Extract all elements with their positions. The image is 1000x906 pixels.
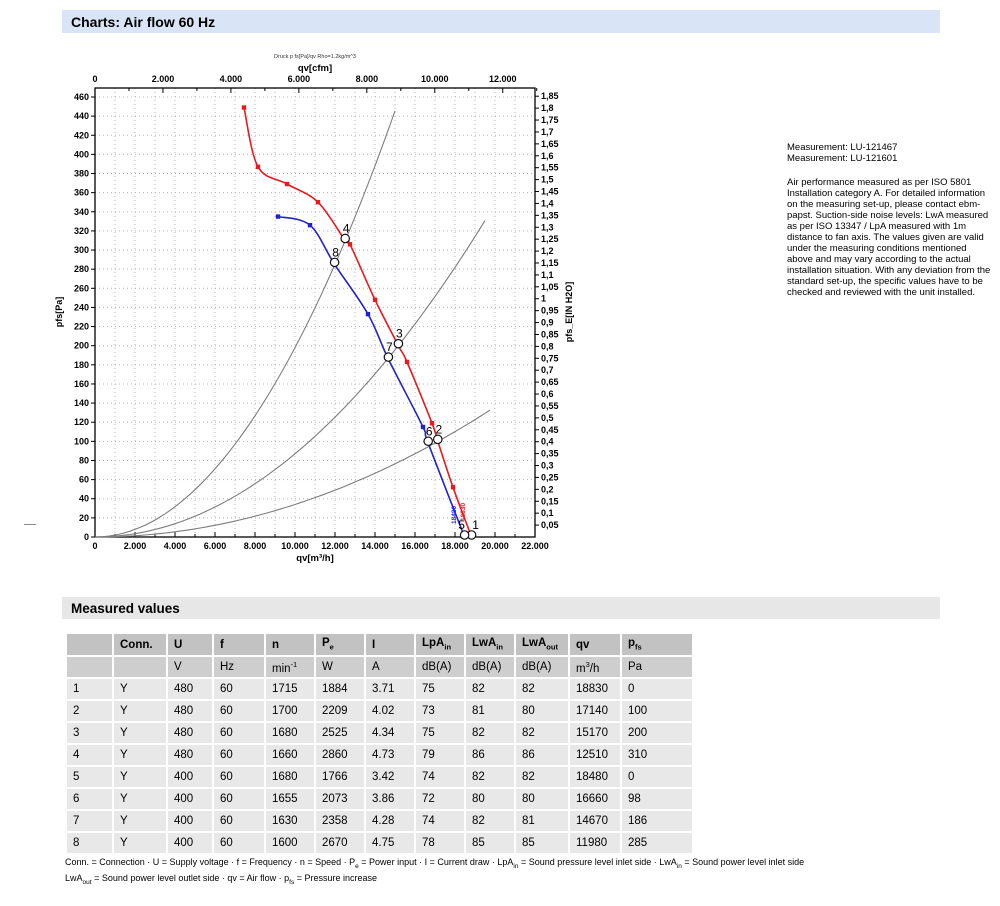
fan-curve-480V-marker [285,182,289,186]
operating-point-7 [384,353,392,361]
column-header: $P_e$ [316,634,364,655]
fan-curve-480V-marker [373,298,377,302]
table-row [67,811,692,831]
unit-cell: Pa [622,657,692,677]
table-cell: 74 [416,767,464,787]
table-cell: 78 [416,833,464,853]
column-header: f [214,634,264,655]
table-cell: 400 [168,789,212,809]
top-tick-label: 6.000 [287,74,311,84]
measurement-ref-1: Measurement: LU-121467 [787,142,898,153]
table-cell: 4 [67,745,112,765]
table-row [67,679,692,699]
table-cell: 8 [67,833,112,853]
left-tick-label: 160 [73,378,89,389]
table-cell: 1715 [266,679,314,699]
table-cell: 82 [516,679,568,699]
right-tick-label: 0,4 [541,436,554,447]
right-tick-label: 0,5 [541,412,554,423]
table-cell: 80 [516,701,568,721]
table-cell: 60 [214,679,264,699]
margin-dash [24,524,36,525]
units-row [67,657,692,677]
table-cell: 400 [168,833,212,853]
chart-title: Druck p fs[Pa]/qv Rho=1.2kg/m^3 [274,54,356,60]
right-tick-label: 0,75 [541,353,559,364]
table-cell: Y [114,745,166,765]
table-legend-line-2: LwA$_{out}$ = Sound power level outlet side · qv = Air flow · $p_{fs}$ = Pressure increase [65,873,378,886]
table-row [67,745,692,765]
operating-point-label: 8 [332,245,339,260]
right-tick-label: 1,5 [541,174,554,185]
bottom-axis-title: qv[m³/h] [296,553,334,564]
operating-point-label: 1 [472,518,479,532]
table-cell: 480 [168,745,212,765]
table-cell: 2073 [316,789,364,809]
table-cell: 82 [516,723,568,743]
top-tick-label: 4.000 [219,74,243,84]
right-tick-label: 1,55 [541,162,559,173]
measurement-disclaimer: Air performance measured as per ISO 5801 Installation category A. For detailed information on the measuring set-up, please contact ebm-papst. Suction-side noise levels: LwA measured as per ISO 13347 / LpA measured with 1m distance to fan axis. The values given are valid under the measuring conditions mentioned above and may vary according to the actual installation situation. With any deviation from the standard set-up, the specific values have to be checked and reviewed with the unit installed. [787,177,991,298]
table-cell: 85 [516,833,568,853]
right-tick-label: 0,35 [541,448,559,459]
operating-point-8 [330,258,338,266]
operating-point-label: 2 [435,422,443,437]
table-cell: 1630 [266,811,314,831]
table-cell: 82 [466,767,514,787]
operating-point-5 [460,531,468,539]
left-tick-label: 120 [73,417,89,428]
table-cell: 2860 [316,745,364,765]
top-tick-label: 0 [92,74,98,84]
fan-curve-480V-marker [451,485,455,489]
fan-curve-400V-marker [276,214,280,218]
column-header: Conn. [114,634,166,655]
column-header: U [168,634,212,655]
column-header: LwA$_{in}$ [466,634,514,655]
curve-end-label: 18830 [460,502,467,521]
table-cell: 310 [622,745,692,765]
column-header: I [366,634,414,655]
table-cell: 86 [516,745,568,765]
column-header [67,634,112,655]
table-cell: 2525 [316,723,364,743]
unit-cell: V [168,657,212,677]
right-tick-label: 0,9 [541,317,554,328]
left-tick-label: 460 [73,92,89,102]
left-tick-label: 340 [73,206,89,217]
bottom-tick-label: 10.000 [281,541,309,551]
unit-cell [114,657,166,677]
operating-point-label: 6 [425,424,433,439]
right-tick-label: 1,1 [541,269,554,280]
table-cell: 11980 [570,833,620,853]
bottom-tick-label: 20.000 [481,541,509,551]
right-tick-label: 0,15 [541,496,559,507]
operating-point-label: 5 [458,518,465,532]
table-cell: 3.42 [366,767,414,787]
top-tick-label: 8.000 [355,74,379,84]
airflow-performance-chart [0,0,620,580]
bottom-tick-label: 16.000 [401,541,429,551]
table-cell: 2358 [316,811,364,831]
table-cell: 75 [416,679,464,699]
table-cell: 4.34 [366,723,414,743]
right-tick-label: 1,25 [541,234,559,245]
left-tick-label: 180 [73,359,89,370]
left-axis-title: pfs[Pa] [54,296,64,328]
unit-cell: A [366,657,414,677]
operating-point-label: 3 [396,326,403,341]
table-cell: 14670 [570,811,620,831]
table-cell: 1680 [266,767,314,787]
top-tick-label: 10.000 [421,74,449,84]
measured-values-bar [62,597,940,619]
table-cell: 480 [168,701,212,721]
operating-point-4 [341,234,349,242]
table-cell: 1655 [266,789,314,809]
table-row [67,789,692,809]
table-cell: Y [114,679,166,699]
right-tick-label: 1,65 [541,138,559,149]
right-tick-label: 0,45 [541,424,559,435]
right-tick-label: 0,05 [541,520,559,531]
table-cell: Y [114,723,166,743]
table-cell: 4.28 [366,811,414,831]
fan-curve-480V-marker [316,200,320,204]
table-cell: 79 [416,745,464,765]
table-cell: 82 [466,679,514,699]
right-tick-label: 0,25 [541,472,559,483]
table-cell: 74 [416,811,464,831]
table-row [67,701,692,721]
table-cell: 6 [67,789,112,809]
left-tick-label: 220 [73,321,89,332]
right-tick-label: 1,35 [541,210,559,221]
right-tick-label: 1,45 [541,186,559,197]
bottom-tick-label: 18.000 [441,541,469,551]
right-tick-label: 0,3 [541,460,554,471]
unit-cell: $m^3/h$ [570,657,620,677]
fan-curve-400V-marker [366,312,370,316]
column-header: qv [570,634,620,655]
table-cell: 2 [67,701,112,721]
table-cell: 98 [622,789,692,809]
right-tick-label: 1,7 [541,126,554,137]
table-cell: 186 [622,811,692,831]
right-tick-label: 0,8 [541,341,554,352]
right-tick-label: 0,95 [541,305,559,316]
top-tick-label: 12.000 [488,74,517,84]
left-tick-label: 240 [73,302,89,313]
right-tick-label: 0,1 [541,508,554,519]
left-tick-label: 280 [73,264,89,275]
operating-point-label: 7 [386,340,393,355]
table-cell: 60 [214,789,264,809]
table-cell: 3.86 [366,789,414,809]
table-cell: 285 [622,833,692,853]
table-cell: 480 [168,679,212,699]
left-tick-label: 80 [78,455,89,466]
measurement-ref-2: Measurement: LU-121601 [787,153,898,164]
left-tick-label: 420 [73,130,89,141]
column-header: LwA$_{out}$ [516,634,568,655]
unit-cell: Hz [214,657,264,677]
left-tick-label: 100 [73,436,89,447]
table-cell: 1 [67,679,112,699]
fan-curve-480V [244,108,472,538]
table-cell: 1884 [316,679,364,699]
left-tick-label: 260 [73,283,89,294]
table-cell: 480 [168,723,212,743]
table-cell: 4.73 [366,745,414,765]
fan-curve-480V-marker [405,360,409,364]
table-cell: 72 [416,789,464,809]
table-cell: Y [114,833,166,853]
fan-curve-480V-marker [242,105,246,109]
right-tick-label: 1,2 [541,246,554,257]
table-cell: 80 [516,789,568,809]
table-cell: Y [114,789,166,809]
right-tick-label: 0,65 [541,377,559,388]
left-tick-label: 440 [73,111,89,122]
unit-cell: dB(A) [516,657,568,677]
table-cell: 200 [622,723,692,743]
right-tick-label: 0,2 [541,484,554,495]
table-cell: 5 [67,767,112,787]
table-cell: 81 [466,701,514,721]
right-tick-label: 1,3 [541,222,554,233]
table-row [67,723,692,743]
right-tick-label: 1,05 [541,281,559,292]
table-cell: 60 [214,745,264,765]
unit-cell: dB(A) [466,657,514,677]
right-tick-label: 1,6 [541,150,554,161]
unit-cell: dB(A) [416,657,464,677]
header-row [67,634,692,655]
table-cell: Y [114,701,166,721]
table-cell: 0 [622,679,692,699]
table-cell: 81 [516,811,568,831]
table-cell: 16660 [570,789,620,809]
table-cell: 17140 [570,701,620,721]
table-body [67,679,692,853]
table-cell: 82 [516,767,568,787]
right-tick-label: 1,4 [541,198,554,209]
left-tick-label: 0 [83,532,89,542]
right-tick-label: 0,7 [541,365,554,376]
operating-point-label: 4 [342,221,350,236]
table-cell: 86 [466,745,514,765]
bottom-tick-label: 6.000 [203,541,227,551]
top-tick-label: 2.000 [151,74,175,84]
right-tick-label: 0,55 [541,400,559,411]
system-curve [95,221,485,537]
fan-curve-400V-marker [421,425,425,429]
right-tick-label: 0,85 [541,329,559,340]
measured-values-title: Measured values [71,600,180,616]
table-row [67,833,692,853]
measurement-notes [787,142,993,298]
top-axis-title: qv[cfm] [297,63,333,74]
left-tick-label: 20 [78,512,89,523]
table-cell: 400 [168,811,212,831]
table-cell: 1660 [266,745,314,765]
operating-point-2 [434,435,442,443]
left-tick-label: 140 [73,398,89,409]
left-tick-label: 360 [73,187,89,198]
table-cell: 60 [214,767,264,787]
right-tick-label: 1,85 [541,91,559,102]
left-tick-label: 200 [73,340,89,351]
bottom-tick-label: 14.000 [361,541,389,551]
table-cell: 75 [416,723,464,743]
bottom-tick-label: 2.000 [123,541,147,551]
table-cell: 60 [214,701,264,721]
table-cell: 15170 [570,723,620,743]
right-tick-label: 1,15 [541,258,559,269]
table-cell: 1700 [266,701,314,721]
bottom-tick-label: 12.000 [321,541,349,551]
table-cell: 0 [622,767,692,787]
table-cell: 2209 [316,701,364,721]
table-head [67,634,692,677]
right-tick-label: 1,8 [541,103,554,114]
measured-values-table [65,632,694,855]
table-cell: 2670 [316,833,364,853]
bottom-tick-label: 0 [92,541,98,551]
left-tick-label: 40 [78,493,89,504]
bottom-tick-label: 22.000 [521,541,549,551]
table-cell: 85 [466,833,514,853]
left-tick-label: 300 [73,245,89,256]
table-cell: 73 [416,701,464,721]
table-cell: 18830 [570,679,620,699]
left-tick-label: 380 [73,168,89,179]
unit-cell [67,657,112,677]
left-tick-label: 400 [73,149,89,160]
table-cell: 1766 [316,767,364,787]
table-cell: 7 [67,811,112,831]
system-curve [95,111,395,537]
operating-point-3 [394,339,402,347]
right-tick-label: 0,6 [541,389,554,400]
column-header: $p_{fs}$ [622,634,692,655]
table-cell: 12510 [570,745,620,765]
table-cell: Y [114,767,166,787]
fan-curve-400V [278,217,465,537]
right-axis-title: pfs_E[IN H2O] [564,281,574,343]
page-title: Charts: Air flow 60 Hz [71,13,216,30]
table-cell: 400 [168,767,212,787]
left-tick-label: 320 [73,225,89,236]
table-cell: 82 [466,723,514,743]
table-cell: 4.75 [366,833,414,853]
left-tick-label: 60 [78,474,89,485]
operating-point-6 [424,437,432,445]
table-cell: 82 [466,811,514,831]
table-cell: 3.71 [366,679,414,699]
table-cell: 3 [67,723,112,743]
right-tick-label: 1,75 [541,115,559,126]
fan-curve-480V-marker [348,242,352,246]
right-tick-label: 1 [541,293,547,304]
table-legend-line-1: Conn. = Connection · U = Supply voltage · f = Frequency · n = Speed · $P_e$ = Power input · I = Current draw · LpA$_{in}$ = Sound pressure level inlet side · LwA$_{in}$ = Sound power level inlet side [65,857,805,870]
table-cell: 18480 [570,767,620,787]
table-cell: 60 [214,811,264,831]
column-header: n [266,634,314,655]
table-cell: 80 [466,789,514,809]
bottom-tick-label: 4.000 [163,541,187,551]
table-cell: 60 [214,723,264,743]
column-header: LpA$_{in}$ [416,634,464,655]
unit-cell: W [316,657,364,677]
table-row [67,767,692,787]
bottom-tick-label: 8.000 [243,541,267,551]
fan-curve-400V-marker [308,223,312,227]
table-cell: 1600 [266,833,314,853]
curve-end-label: 18480 [451,505,458,524]
unit-cell: $\min^{-1}$ [266,657,314,677]
table-cell: 1680 [266,723,314,743]
table-cell: 100 [622,701,692,721]
table-cell: 4.02 [366,701,414,721]
fan-curve-480V-marker [256,165,260,169]
table-cell: 60 [214,833,264,853]
table-cell: Y [114,811,166,831]
